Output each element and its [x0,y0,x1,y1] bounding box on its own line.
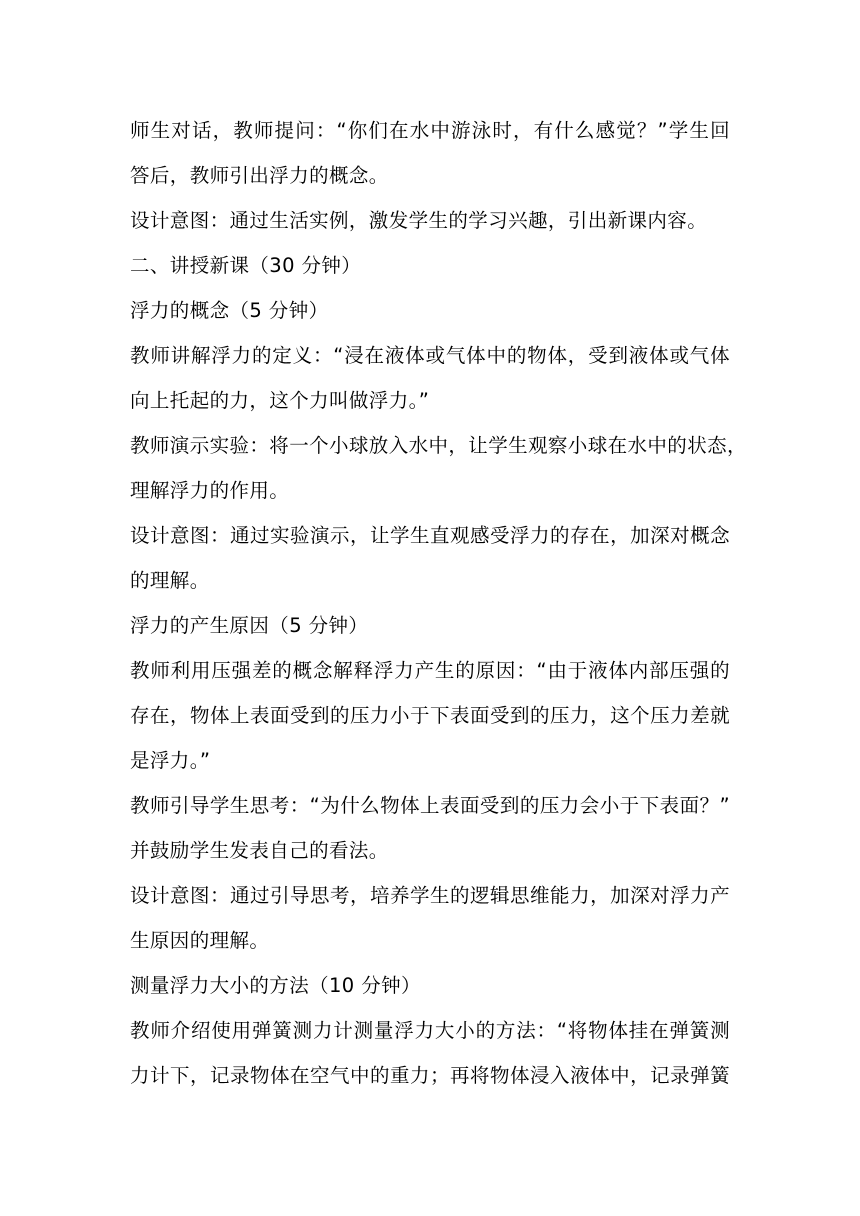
text-line: 理解浮力的作用。 [130,479,290,502]
paragraph-pressure-difference [130,648,730,783]
text-line: 师生对话，教师提问：“你们在水中游泳时，有什么感觉？”学生回 [130,119,730,142]
text-line: 存在，物体上表面受到的压力小于下表面受到的压力，这个压力差就 [130,704,730,727]
text-line: 教师演示实验：将一个小球放入水中，让学生观察小球在水中的状态， [130,434,747,457]
paragraph-design-intent-1 [130,198,730,243]
text-line: 的理解。 [130,569,210,592]
text-line: 答后，教师引出浮力的概念。 [130,164,389,187]
subheading-measuring-buoyancy: 测量浮力大小的方法（10 分钟） [130,974,421,997]
text-line: 是浮力。” [130,749,211,772]
text-line: 设计意图：通过引导思考，培养学生的逻辑思维能力，加深对浮力产 [130,884,730,907]
section-heading-new-lesson: 二、讲授新课（30 分钟） [130,254,362,277]
text-line: 向上托起的力，这个力叫做浮力。” [130,389,430,412]
paragraph-design-intent-2 [130,513,730,603]
paragraph-design-intent-3 [130,873,730,963]
paragraph-buoyancy-definition [130,333,730,423]
paragraph-demo-experiment [130,423,747,513]
text-line: 教师利用压强差的概念解释浮力产生的原因：“由于液体内部压强的 [130,659,730,682]
text-line: 力计下，记录物体在空气中的重力；再将物体浸入液体中，记录弹簧 [130,1064,730,1087]
text-line: 教师讲解浮力的定义：“浸在液体或气体中的物体，受到液体或气体 [130,344,730,367]
document-body [130,108,747,1098]
text-line: 教师介绍使用弹簧测力计测量浮力大小的方法：“将物体挂在弹簧测 [130,1019,730,1042]
subheading-buoyancy-cause: 浮力的产生原因（5 分钟） [130,614,369,637]
text-line: 生原因的理解。 [130,929,270,952]
text-line: 设计意图：通过实验演示，让学生直观感受浮力的存在，加深对概念 [130,524,730,547]
paragraph-dialogue-intro [130,108,730,198]
text-line: 教师引导学生思考：“为什么物体上表面受到的压力会小于下表面？” [130,794,730,817]
text-line: 设计意图：通过生活实例，激发学生的学习兴趣，引出新课内容。 [130,209,708,232]
paragraph-guided-question [130,783,730,873]
paragraph-spring-scale-method [130,1008,730,1098]
text-line: 并鼓励学生发表自己的看法。 [130,839,389,862]
subheading-buoyancy-concept: 浮力的概念（5 分钟） [130,299,329,322]
